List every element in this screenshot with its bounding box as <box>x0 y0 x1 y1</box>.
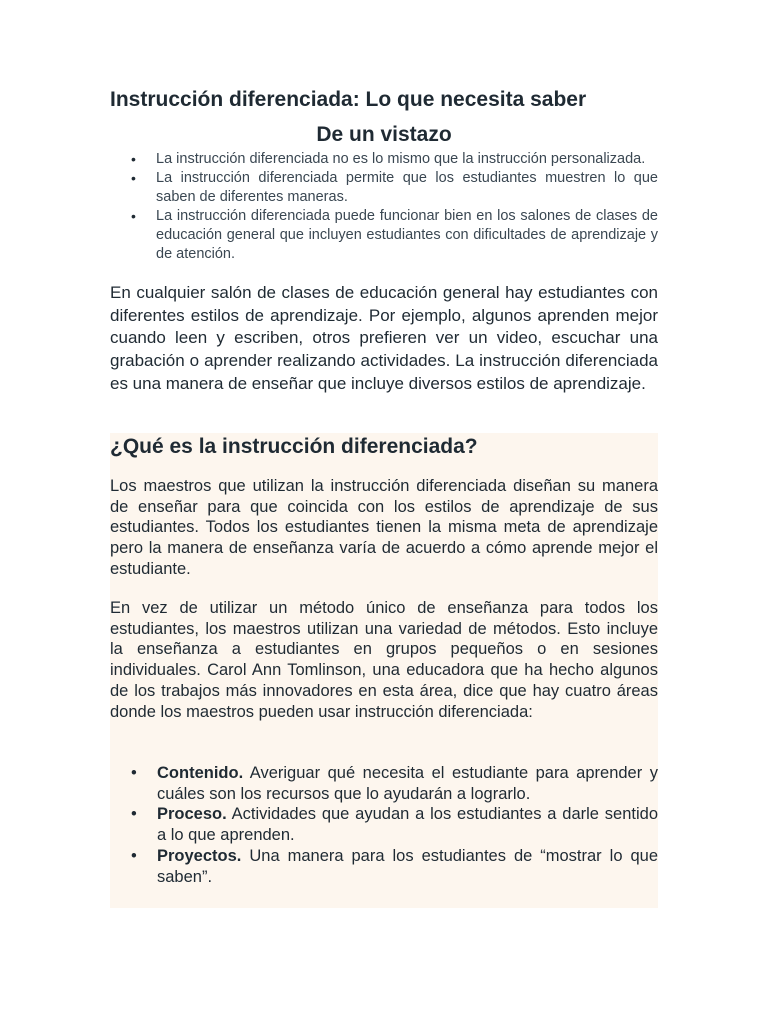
area-term: Proyectos. <box>157 846 242 865</box>
glance-item: • La instrucción diferenciada puede funcionar bien en los salones de clases de educación general que incluyen estudiantes con dificultades de aprendizaje y de atención. <box>110 207 658 264</box>
document-title: Instrucción diferenciada: Lo que necesita saber <box>110 88 587 111</box>
area-item-contenido <box>110 763 658 804</box>
glance-item: • La instrucción diferenciada no es lo mismo que la instrucción personalizada. <box>110 150 658 169</box>
area-description: Una manera para los estudiantes de “mostrar lo que saben”. <box>157 846 658 886</box>
area-item-proceso <box>110 804 658 845</box>
definition-section <box>110 433 658 908</box>
area-description: Actividades que ayudan a los estudiantes a darle sentido a lo que aprenden. <box>157 805 658 845</box>
area-term: Contenido. <box>157 764 244 782</box>
intro-paragraph: En cualquier salón de clases de educación general hay estudiantes con diferentes estilos de aprendizaje. Por ejemplo, algunos aprenden mejor cuando leen y escriben, otros prefieren ver un video, escuchar una grabación o aprender realizando actividades. La instrucción diferenciada es una manera de enseñar que incluye diversos estilos de aprendizaje. <box>110 283 658 393</box>
area-item-proyectos <box>110 846 658 887</box>
glance-list <box>110 150 658 264</box>
section-heading: ¿Qué es la instrucción diferenciada? <box>110 435 478 458</box>
section-paragraph-2: En vez de utilizar un método único de enseñanza para todos los estudiantes, los maestros utilizan una variedad de métodos. Esto incluye la enseñanza a estudiantes en grupos pequeños o en sesiones individuales. Carol Ann Tomlinson, una educadora que ha hecho algunos de los trabajos más innovadores en esta área, dice que hay cuatro áreas donde los maestros pueden usar instrucción diferenciada: <box>110 599 658 721</box>
area-description: Averiguar qué necesita el estudiante para aprender y cuáles son los recursos que lo ayudarán a lograrlo. <box>157 764 658 803</box>
area-term: Proceso. <box>157 805 227 824</box>
areas-list <box>110 763 658 887</box>
glance-item: • La instrucción diferenciada permite que los estudiantes muestren lo que saben de diferentes maneras. <box>110 169 658 207</box>
glance-subtitle: De un vistazo <box>316 123 452 146</box>
section-paragraph-1: Los maestros que utilizan la instrucción diferenciada diseñan su manera de enseñar para que coincida con los estilos de aprendizaje de sus estudiantes. Todos los estudiantes tienen la misma meta de aprendizaje pero la manera de enseñanza varía de acuerdo a cómo aprende mejor el estudiante. <box>110 477 658 578</box>
